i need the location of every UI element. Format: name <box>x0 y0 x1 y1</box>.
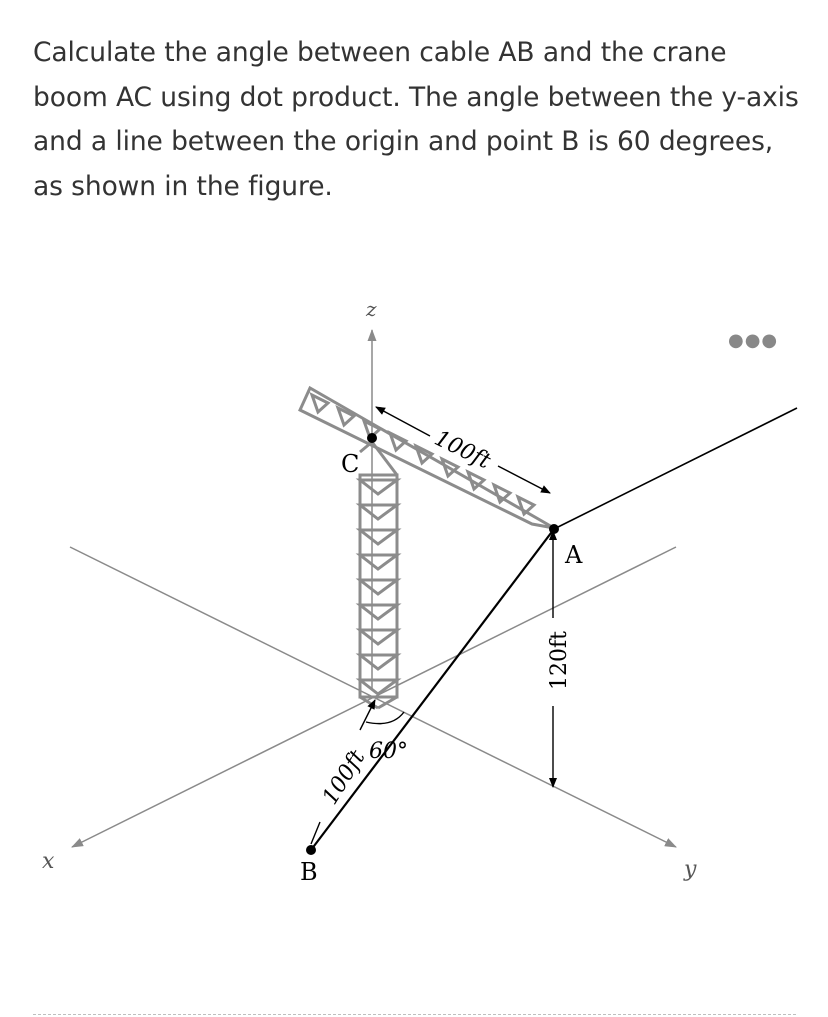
point-C-marker <box>367 433 377 443</box>
question-text: Calculate the angle between cable AB and the crane boom AC using dot product. The angle between the y-axis and a line between the origin and point B is 60 degrees, as shown in the figure. <box>33 37 799 202</box>
more-options-icon[interactable]: ●●● <box>728 330 779 351</box>
point-B-marker <box>306 845 316 855</box>
angle-arc <box>366 712 404 724</box>
height-label: 120ft <box>547 631 572 690</box>
point-B-label: B <box>300 858 318 886</box>
crane-mast <box>360 442 397 708</box>
y-axis-label: y <box>684 857 697 882</box>
crane-boom <box>300 388 554 528</box>
z-axis-label: z <box>366 297 377 321</box>
point-A-label: A <box>565 541 583 569</box>
point-C-label: C <box>341 450 360 478</box>
boom-length-label: 100ft <box>430 425 495 475</box>
cable-A-to-y <box>554 408 797 529</box>
angle-label: 60° <box>369 739 408 764</box>
x-axis-label: x <box>42 849 55 874</box>
cable-AB <box>311 529 554 850</box>
ob-length-label: 100ft <box>317 745 371 810</box>
point-A-marker <box>549 524 559 534</box>
divider <box>33 1014 796 1015</box>
